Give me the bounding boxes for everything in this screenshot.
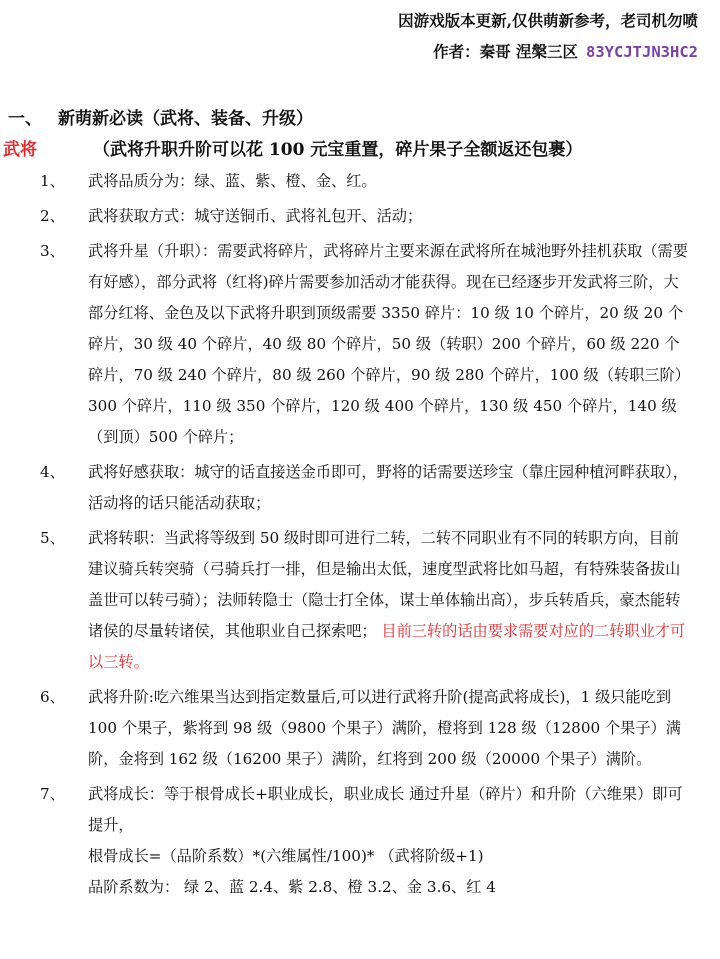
list-item <box>0 682 720 775</box>
item-number: 5、 <box>40 529 65 547</box>
item-number: 6、 <box>40 688 65 706</box>
item-text: 武将好感获取：城守的话直接送金币即可，野将的话需要送珍宝（靠庄园种植河畔获取），活动将的话只能活动获取； <box>88 463 688 512</box>
item-text: 武将升星（升职）：需要武将碎片，武将碎片主要来源在武将所在城池野外挂机获取（需要有好感），部分武将（红将)碎片需要参加活动才能获得。现在已经逐步开发武将三阶，大部分红将、金色及以下武将升职到顶级需要 3350 碎片：10 级 10 个碎片，20 级 20 个碎片，30 级 40 个碎片，40 级 80 个碎片，50 级（转职）200 个碎片，60 级 220 个碎片，70 级 240 个碎片，80 级 260 个碎片，90 级 280 个碎片，100 级（转职三阶）300 个碎片，110 级 350 个碎片，120 级 400 个碎片，130 级 450 个碎片，140 级（到顶）500 个碎片； <box>88 242 690 446</box>
section-heading <box>8 104 313 129</box>
subsection-label: 武将 <box>3 140 37 160</box>
list-item <box>0 779 720 903</box>
author-name: 作者：秦哥 涅槃三区 <box>433 42 579 61</box>
list-item <box>0 236 720 453</box>
list-item <box>0 523 720 678</box>
subsection-note: （武将升职升阶可以花 100 元宝重置，碎片果子全额返还包裹） <box>93 140 583 160</box>
section-title: 新萌新必读（武将、装备、升级） <box>58 109 313 129</box>
item-number: 1、 <box>40 172 65 190</box>
item-list <box>0 166 720 903</box>
item-number: 2、 <box>40 207 65 225</box>
list-item <box>0 201 720 232</box>
item-number: 7、 <box>40 785 65 803</box>
list-item <box>0 457 720 519</box>
invite-code: 83YCJTJN3HC2 <box>586 43 698 61</box>
item-number: 3、 <box>40 242 65 260</box>
item-text: 武将转职：当武将等级到 50 级时即可进行二转，二转不同职业有不同的转职方向，目前建议骑兵转突骑（弓骑兵打一排，但是输出太低，速度型武将比如马超，有特殊装备拔山盖世可以转弓骑）；法师转隐士（隐士打全体，谋士单体输出高），步兵转盾兵，豪杰能转诸侯的尽量转诸侯，其他职业自己探索吧； <box>88 529 681 640</box>
subsection-heading <box>3 135 582 160</box>
section-number: 一、 <box>8 109 42 129</box>
item-text: 武将获取方式：城守送铜币、武将礼包开、活动； <box>88 207 423 225</box>
item-text: 武将品质分为：绿、蓝、紫、橙、金、红。 <box>88 172 377 190</box>
formula-line: 根骨成长=（品阶系数）*(六维属性/100)* （武将阶级+1) <box>88 847 484 865</box>
item-highlight: 目前三转的话由要求需要对应的二转职业才可以三转。 <box>88 622 686 671</box>
item-number: 4、 <box>40 463 65 481</box>
version-notice: 因游戏版本更新,仅供萌新参考，老司机勿喷 <box>398 11 698 30</box>
author-line <box>433 40 698 62</box>
coefficient-line: 品阶系数为： 绿 2、蓝 2.4、紫 2.8、橙 3.2、金 3.6、红 4 <box>88 878 496 896</box>
list-item <box>0 166 720 197</box>
item-text: 武将成长：等于根骨成长+职业成长，职业成长 通过升星（碎片）和升阶（六维果）即可提升， <box>88 785 683 834</box>
item-text: 武将升阶:吃六维果当达到指定数量后,可以进行武将升阶(提高武将成长)，1 级只能吃到 100 个果子，紫将到 98 级（9800 个果子）满阶，橙将到 128 级（12800 个果子）满阶，金将到 162 级（16200 果子）满阶，红将到 200 级（20000 个果子）满阶。 <box>88 688 681 768</box>
